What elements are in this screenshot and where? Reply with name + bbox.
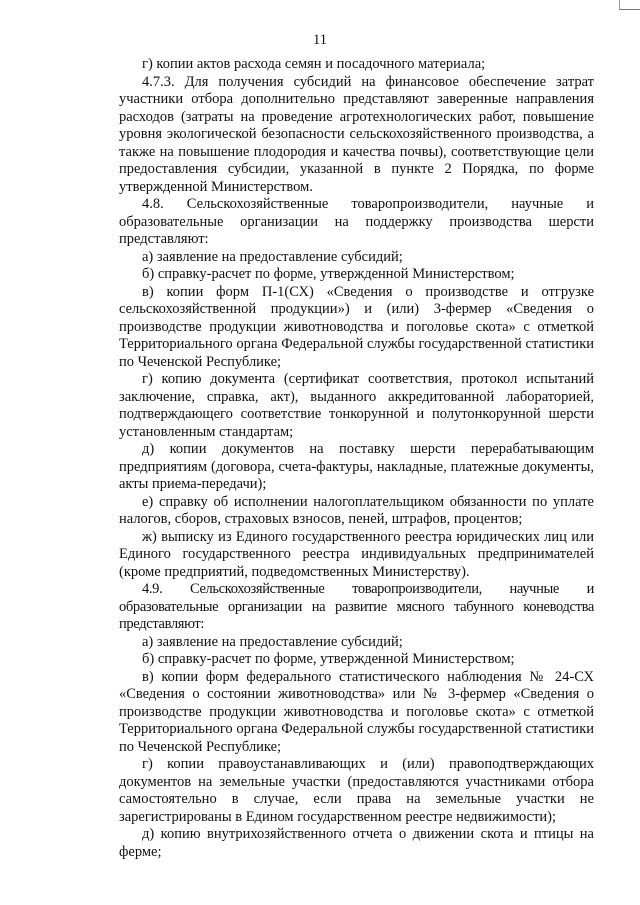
paragraph-4-8-v: в) копии форм П-1(СХ) «Сведения о производстве и отгрузке сельскохозяйственной продукции») и (или) 3-фермер «Сведения о производстве продукции животноводства и поголовье скота» с отметкой Территориального органа Федеральной службы государственной статистики по Чеченской Республике; [119, 283, 594, 370]
paragraph-4-8: 4.8. Сельскохозяйственные товаропроизводители, научные и образовательные организации на поддержку производства шерсти представляют: [119, 196, 594, 247]
scan-corner-mark [619, 0, 640, 10]
paragraph-4-7-3: 4.7.3. Для получения субсидий на финансовое обеспечение затрат участники отбора дополнительно представляют заверенные направления расходов (затраты на проведение агротехнологических работ, повышение уровня экологической безопасности сельскохозяйственного производства, а также на повышение плодородия и качества почвы), соответствующие цели предоставления субсидии, указанной в пункте 2 Порядка, по форме утвержденной Министерством. [119, 73, 594, 195]
paragraph-4-9: 4.9. Сельскохозяйственные товаропроизводители, научные и образовательные организации на развитие мясного табунного коневодства представляют: [119, 581, 594, 632]
paragraph-4-9-b: б) справку-расчет по форме, утвержденной Министерством; [142, 651, 515, 667]
paragraph-4-8-zh: ж) выписку из Единого государственного реестра юридических лиц или Единого государственного реестра индивидуальных предпринимателей (кроме предприятий, подведомственных Министерству). [119, 528, 594, 580]
paragraph-4-8-a: а) заявление на предоставление субсидий; [142, 248, 403, 265]
paragraph-4-9-d: д) копию внутрихозяйственного отчета о движении скота и птицы на ферме; [119, 826, 594, 860]
paragraph-seed-acts: г) копии актов расхода семян и посадочного материала; [142, 56, 486, 72]
paragraph-4-9-g: г) копии правоустанавливающих и (или) правоподтверждающих документов на земельные участки (предоставляются участниками отбора самостоятельно в случае, если права на земельные участки не зарегистрированы в Едином государственном реестре недвижимости); [119, 756, 594, 825]
paragraph-4-8-e: е) справку об исполнении налогоплательщиком обязанности по уплате налогов, сборов, страховых взносов, пеней, штрафов, процентов; [119, 493, 594, 527]
paragraph-4-9-v: в) копии форм федерального статистического наблюдения № 24-СХ «Сведения о состоянии животноводства» или № 3-фермер «Сведения о производстве продукции животноводства и поголовье скота» с отметкой Территориального органа Федеральной службы государственной статистики по Чеченской Республике; [119, 668, 594, 755]
document-body [119, 56, 594, 861]
paragraph-4-8-d: д) копии документов на поставку шерсти перерабатывающим предприятиям (договора, счета-фактуры, накладные, платежные документы, акты приема-передачи); [119, 441, 594, 492]
paragraph-4-8-g: г) копию документа (сертификат соответствия, протокол испытаний заключение, справка, акт), выданного аккредитованной лабораторией, подтверждающего соответствие тонкорунной и полутонкорунной шерсти установленным стандартам; [119, 371, 594, 440]
page-number: 11 [313, 32, 327, 48]
paragraph-4-9-a: а) заявление на предоставление субсидий; [142, 633, 403, 650]
paragraph-4-8-b: б) справку-расчет по форме, утвержденной Министерством; [142, 266, 515, 282]
